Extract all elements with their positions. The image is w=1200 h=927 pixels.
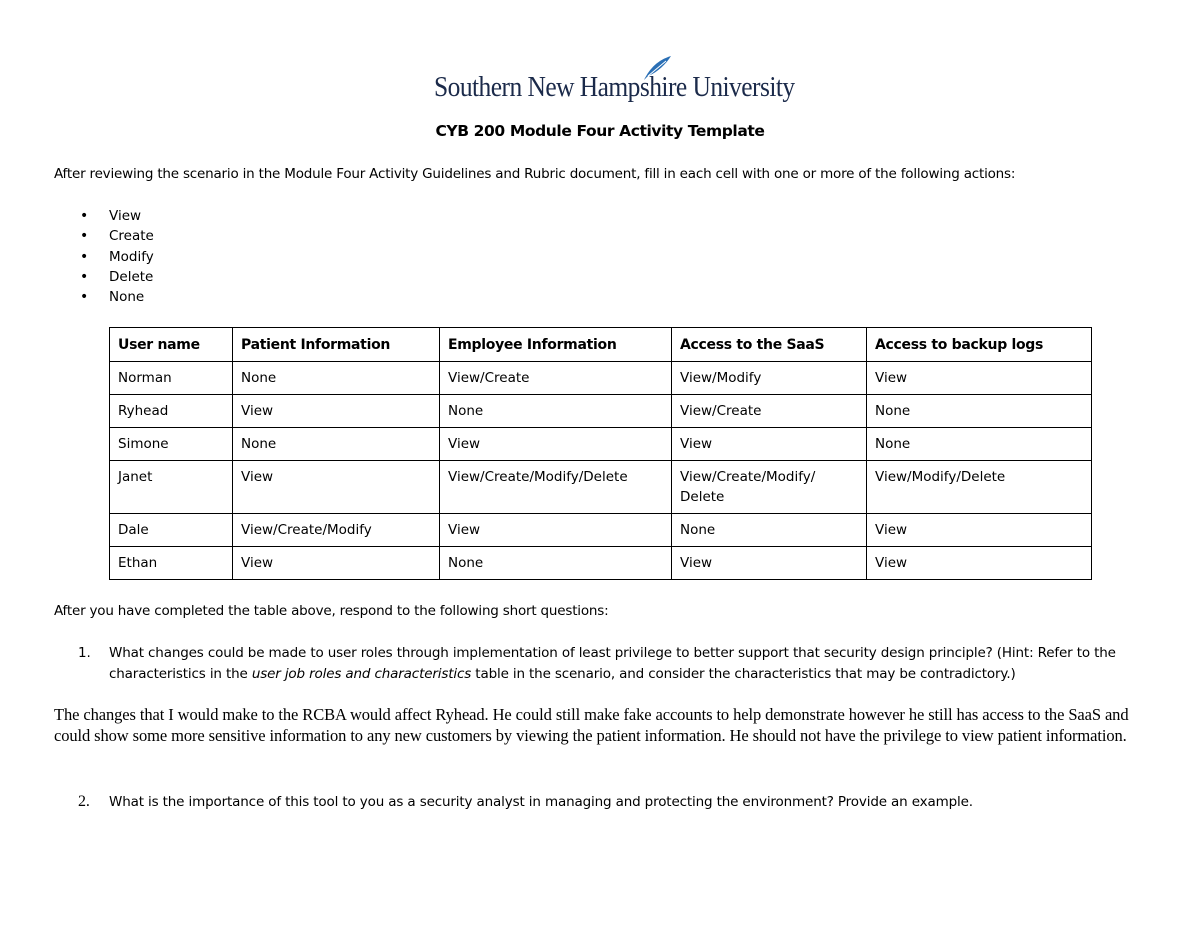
- table-row: [110, 395, 1092, 428]
- table-cell: View: [867, 514, 1092, 547]
- table-cell: View/Create/Modify/Delete: [440, 461, 672, 514]
- table-cell: None: [672, 514, 867, 547]
- table-cell: None: [233, 362, 440, 395]
- table-row: [110, 428, 1092, 461]
- list-item: • None: [54, 287, 154, 307]
- logo-wordmark: Southern New Hampshire University: [434, 72, 795, 103]
- table-cell: View: [233, 547, 440, 580]
- table-cell: View/Create/Modify: [233, 514, 440, 547]
- table-cell: Janet: [110, 461, 233, 514]
- access-table: [109, 327, 1092, 580]
- table-cell: View: [440, 514, 672, 547]
- table-row: [110, 514, 1092, 547]
- table-row: [110, 547, 1092, 580]
- table-header-row: [110, 328, 1092, 362]
- intro-paragraph: After reviewing the scenario in the Module Four Activity Guidelines and Rubric document, fill in each cell with one or more of the following actions:: [54, 166, 1016, 182]
- question-number: 2.: [78, 793, 90, 810]
- table-cell: View: [440, 428, 672, 461]
- table-cell: View: [867, 547, 1092, 580]
- table-cell: View: [672, 428, 867, 461]
- list-item: • Create: [54, 226, 154, 246]
- list-item: • Delete: [54, 267, 154, 287]
- table-cell: Norman: [110, 362, 233, 395]
- list-item: • View: [54, 206, 154, 226]
- table-cell: View/Create: [440, 362, 672, 395]
- header-employee-information: Employee Information: [440, 328, 672, 362]
- table-cell: View/Modify: [672, 362, 867, 395]
- table-cell: None: [440, 547, 672, 580]
- header-access-saas: Access to the SaaS: [672, 328, 867, 362]
- table-cell: Dale: [110, 514, 233, 547]
- table-cell: View/Create/Modify/ Delete: [672, 461, 867, 514]
- table-cell: View/Create: [672, 395, 867, 428]
- question-number: 1.: [78, 645, 91, 661]
- table-cell: View: [867, 362, 1092, 395]
- leaf-icon: [642, 54, 672, 82]
- header-user-name: User name: [110, 328, 233, 362]
- table-cell: None: [867, 428, 1092, 461]
- question-2: [78, 792, 1139, 813]
- table-cell: None: [867, 395, 1092, 428]
- question-text: What changes could be made to user roles through implementation of least privilege to better support that security design principle? (Hint: Refer to the characteristics in the user job roles and characteristics table in the scenario, and consider the characteristics that may be contradictory.): [109, 645, 1116, 682]
- after-table-instructions: After you have completed the table above, respond to the following short questions:: [54, 603, 609, 619]
- question-text: What is the importance of this tool to you as a security analyst in managing and protecting the environment? Provide an example.: [109, 794, 973, 810]
- list-item: • Modify: [54, 247, 154, 267]
- table-cell: View: [233, 461, 440, 514]
- table-row: [110, 362, 1092, 395]
- document-title: CYB 200 Module Four Activity Template: [435, 122, 765, 140]
- table-row: [110, 461, 1092, 514]
- question-1: [78, 643, 1139, 684]
- actions-list: [54, 206, 154, 307]
- table-cell: View: [233, 395, 440, 428]
- answer-1: The changes that I would make to the RCBA would affect Ryhead. He could still make fake accounts to help demonstrate however he still has access to the SaaS and could show some more sensitive information to any new customers by viewing the patient information. He should not have the privilege to view patient information.: [54, 705, 1129, 745]
- header-access-backup-logs: Access to backup logs: [867, 328, 1092, 362]
- table-cell: Ryhead: [110, 395, 233, 428]
- header-patient-information: Patient Information: [233, 328, 440, 362]
- table-cell: Simone: [110, 428, 233, 461]
- table-cell: Ethan: [110, 547, 233, 580]
- table-cell: View: [672, 547, 867, 580]
- table-cell: None: [233, 428, 440, 461]
- table-cell: None: [440, 395, 672, 428]
- table-cell: View/Modify/Delete: [867, 461, 1092, 514]
